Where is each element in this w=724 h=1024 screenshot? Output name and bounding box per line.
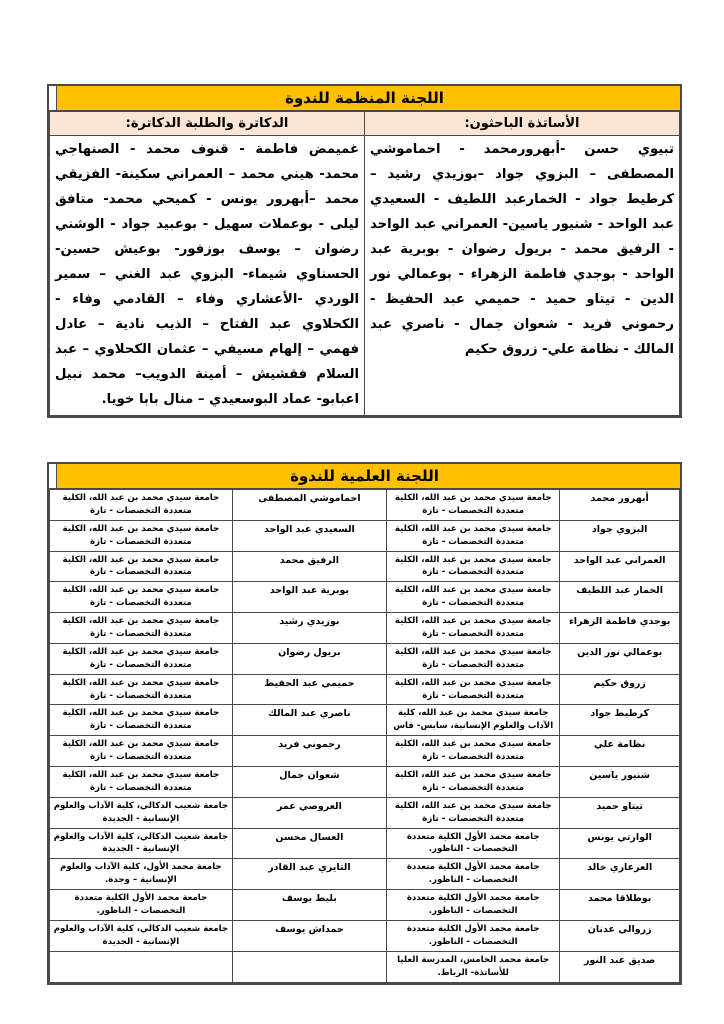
member-name: بوبرية عبد الواحد [232, 582, 386, 613]
table-row [50, 582, 680, 613]
member-name: ناصري عبد المالك [232, 705, 386, 736]
member-affiliation: جامعة سيدي محمد بن عبد الله، كلية الآداب والعلوم الإنسانية، سايس- فاس [387, 705, 560, 736]
scientific-committee-grid [49, 489, 680, 983]
member-affiliation: جامعة سيدي محمد بن عبد الله، الكلية متعددة التخصصات - تازة [387, 674, 560, 705]
member-affiliation: جامعة سيدي محمد بن عبد الله، الكلية متعددة التخصصات - تازة [50, 674, 233, 705]
member-affiliation: جامعة سيدي محمد بن عبد الله، الكلية متعددة التخصصات - تازة [50, 643, 233, 674]
member-name: العمراني عبد الواحد [560, 551, 680, 582]
member-affiliation: جامعة سيدي محمد بن عبد الله، الكلية متعددة التخصصات - تازة [50, 767, 233, 798]
member-name [232, 951, 386, 982]
scientific-committee-title: اللجنة العلمية للندوة [49, 464, 680, 489]
member-affiliation: جامعة محمد الخامس، المدرسة العليا للأساتذة- الرباط. [387, 951, 560, 982]
member-name: الرفيق محمد [232, 551, 386, 582]
member-name: احماموشي المصطفى [232, 490, 386, 521]
member-affiliation: جامعة محمد الأول الكلية متعددة التخصصات - الناظور. [387, 859, 560, 890]
organizing-committee-body-row [50, 136, 680, 416]
member-affiliation: جامعة سيدي محمد بن عبد الله، الكلية متعددة التخصصات - تازة [50, 705, 233, 736]
organizing-committee-grid [49, 111, 680, 416]
member-name: بوزيدي رشيد [232, 613, 386, 644]
table-row [50, 797, 680, 828]
member-affiliation: جامعة سيدي محمد بن عبد الله، الكلية متعددة التخصصات - تازة [387, 797, 560, 828]
member-name: حميمي عبد الحفيظ [232, 674, 386, 705]
member-name: حمداش يوسف [232, 920, 386, 951]
table-row [50, 490, 680, 521]
member-name: بريول رضوان [232, 643, 386, 674]
table-row [50, 951, 680, 982]
member-name: تيتاو حميد [560, 797, 680, 828]
member-affiliation: جامعة سيدي محمد بن عبد الله، الكلية متعددة التخصصات - تازة [50, 613, 233, 644]
member-affiliation: جامعة محمد الأول، كلية الآداب والعلوم الإنسانية – وجدة. [50, 859, 233, 890]
member-affiliation: جامعة شعيب الدكالي، كلية الآداب والعلوم الإنسانية - الجديدة [50, 828, 233, 859]
member-name: أبهرور محمد [560, 490, 680, 521]
table-row [50, 890, 680, 921]
organizing-committee-title: اللجنة المنظمة للندوة [49, 86, 680, 111]
scientific-committee-table [47, 462, 682, 985]
member-affiliation: جامعة محمد الأول الكلية متعددة التخصصات - الناظور. [387, 828, 560, 859]
table-row [50, 705, 680, 736]
member-affiliation: جامعة سيدي محمد بن عبد الله، الكلية متعددة التخصصات - تازة [387, 520, 560, 551]
member-affiliation: جامعة سيدي محمد بن عبد الله، الكلية متعددة التخصصات - تازة [387, 767, 560, 798]
member-name: البزوي جواد [560, 520, 680, 551]
member-affiliation: جامعة سيدي محمد بن عبد الله، الكلية متعددة التخصصات - تازة [387, 490, 560, 521]
member-affiliation: جامعة سيدي محمد بن عبد الله، الكلية متعددة التخصصات - تازة [50, 582, 233, 613]
table-row [50, 520, 680, 551]
member-affiliation: جامعة سيدي محمد بن عبد الله، الكلية متعددة التخصصات - تازة [387, 551, 560, 582]
member-name: زروق حكيم [560, 674, 680, 705]
member-name: الوارتي يونس [560, 828, 680, 859]
member-affiliation: جامعة سيدي محمد بن عبد الله، الكلية متعددة التخصصات - تازة [50, 490, 233, 521]
member-name: العرعاري خالد [560, 859, 680, 890]
table-row [50, 859, 680, 890]
member-affiliation: جامعة شعيب الدكالي، كلية الآداب والعلوم الإنسانية - الجديدة [50, 797, 233, 828]
doctors-names: غميمض فاطمة - قنوف محمد - الصنهاجي محمد- هيني محمد – العمراني سكينة- الفزيقي محمد –أبهرور يونس - كميحي محمد- متافق ليلى - بوعملات سهيل - بوعبيد جواد - الوشني رضوان – يوسف بوزفور- بوعيش حسين- الحسناوي شيماء- البزوي عبد الغني – سمير الوردي -الأعشاري وفاء – القادمي وفاء - الكحلاوي عبد الفتاح – الذيب نادية – عادل فهمي – إلهام مسيفي – عثمان الكحلاوي – عبد السلام فقشيش – أمينة الدويب– محمد نبيل اعبابو- عماد البوسعيدي – منال بابا خويا. [50, 136, 365, 416]
table-row [50, 767, 680, 798]
member-name: شنيور ياسين [560, 767, 680, 798]
table-row [50, 828, 680, 859]
table-row [50, 643, 680, 674]
member-name: نظامة علي [560, 736, 680, 767]
table-row [50, 674, 680, 705]
member-affiliation: جامعة سيدي محمد بن عبد الله، الكلية متعددة التخصصات - تازة [50, 551, 233, 582]
member-name: زروالي عدنان [560, 920, 680, 951]
member-affiliation: جامعة سيدي محمد بن عبد الله، الكلية متعددة التخصصات - تازة [50, 520, 233, 551]
member-affiliation: جامعة سيدي محمد بن عبد الله، الكلية متعددة التخصصات - تازة [387, 613, 560, 644]
table-row [50, 920, 680, 951]
researchers-header: الأساتذة الباحثون: [365, 112, 680, 136]
member-affiliation: جامعة شعيب الدكالي، كلية الآداب والعلوم الإنسانية - الجديدة [50, 920, 233, 951]
member-affiliation: جامعة سيدي محمد بن عبد الله، الكلية متعددة التخصصات - تازة [50, 736, 233, 767]
member-name: صديق عبد النور [560, 951, 680, 982]
member-affiliation: جامعة سيدي محمد بن عبد الله، الكلية متعددة التخصصات - تازة [387, 736, 560, 767]
member-name: بليط يوسف [232, 890, 386, 921]
member-name: بوجدي فاطمة الزهراء [560, 613, 680, 644]
organizing-committee-table [47, 84, 682, 418]
member-name: كرطيط جواد [560, 705, 680, 736]
member-affiliation [50, 951, 233, 982]
doctors-header: الدكاترة والطلبة الدكاترة: [50, 112, 365, 136]
organizing-committee-header-row [50, 112, 680, 136]
member-name: رحموني فريد [232, 736, 386, 767]
table-row [50, 613, 680, 644]
member-name: الخمار عبد اللطيف [560, 582, 680, 613]
member-name: التايري عبد القادر [232, 859, 386, 890]
member-name: بوعمالي نور الدين [560, 643, 680, 674]
member-affiliation: جامعة سيدي محمد بن عبد الله، الكلية متعددة التخصصات - تازة [387, 643, 560, 674]
document-content [47, 84, 682, 985]
member-name: العسال محسن [232, 828, 386, 859]
member-name: السعيدي عبد الواحد [232, 520, 386, 551]
member-affiliation: جامعة محمد الأول الكلية متعددة التخصصات - الناظور. [387, 890, 560, 921]
table-row [50, 736, 680, 767]
member-affiliation: جامعة محمد الأول الكلية متعددة التخصصات - الناظور. [387, 920, 560, 951]
member-affiliation: جامعة سيدي محمد بن عبد الله، الكلية متعددة التخصصات - تازة [387, 582, 560, 613]
member-name: العروصي عمر [232, 797, 386, 828]
member-affiliation: جامعة محمد الأول الكلية متعددة التخصصات - الناظور. [50, 890, 233, 921]
researchers-names: تبيوي حسن -أبهرورمحمد - احماموشي المصطفى – البزوي جواد –بوزيدي رشيد – كرطيط جواد - الخمارعبد اللطيف - السعيدي عبد الواحد - شنيور ياسين- العمراني عبد الواحد - الرفيق محمد - بريول رضوان - بوبرية عبد الواحد - بوجدي فاطمة الزهراء - بوعمالي نور الدين - تيتاو حميد - حميمي عبد الحفيظ - رحموني فريد - شعوان جمال - ناصري عبد المالك - نظامة علي- زروق حكيم [365, 136, 680, 416]
table-row [50, 551, 680, 582]
member-name: بوطلاقا محمد [560, 890, 680, 921]
member-name: شعوان جمال [232, 767, 386, 798]
